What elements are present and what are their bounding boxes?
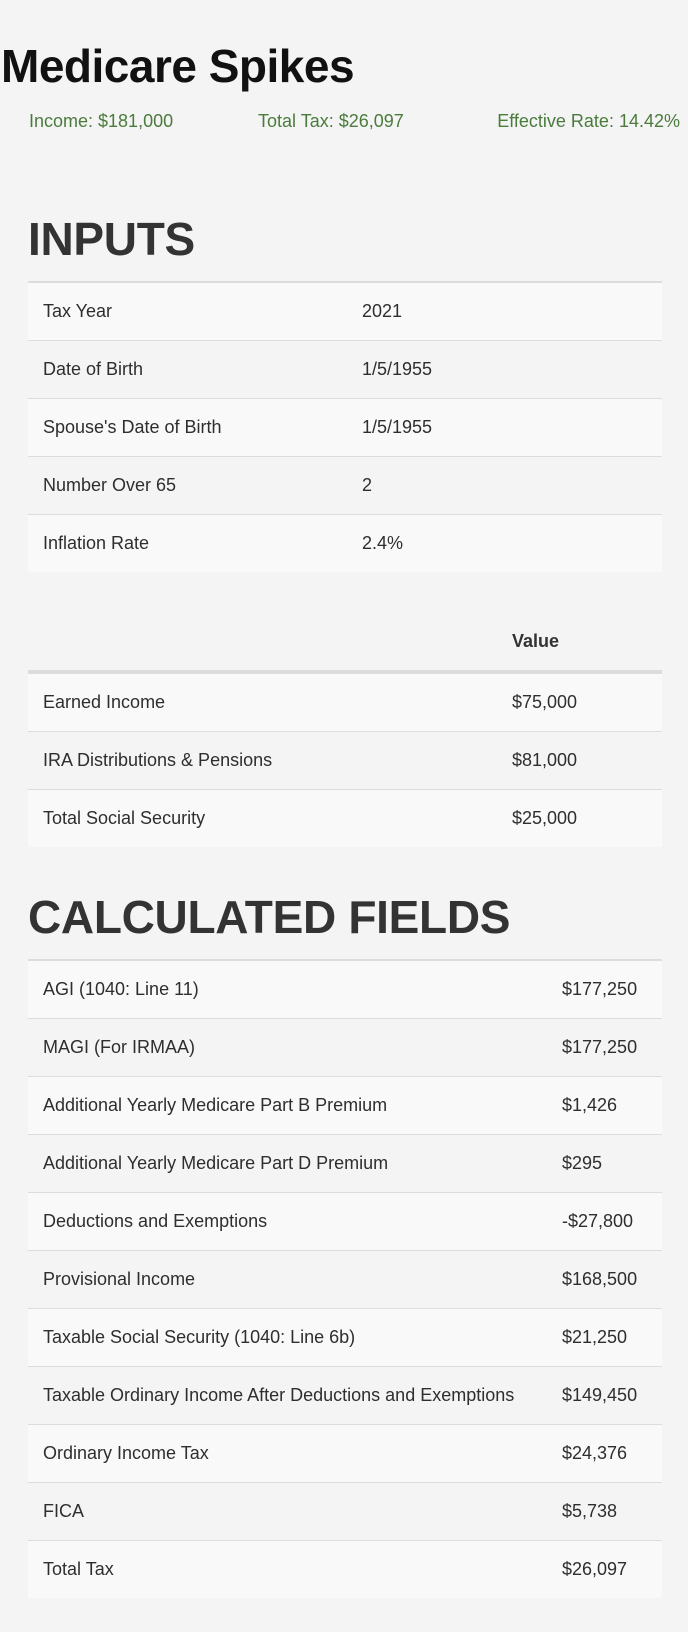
income-label-earned: Earned Income	[28, 672, 497, 732]
income-value-social-security[interactable]: $25,000	[497, 790, 662, 848]
income-label-social-security: Total Social Security	[28, 790, 497, 848]
table-row	[28, 790, 662, 848]
calc-value-deductions: -$27,800	[552, 1193, 662, 1251]
input-value-number-over-65[interactable]: 2	[347, 457, 662, 515]
input-value-tax-year[interactable]: 2021	[347, 282, 662, 341]
calc-label-taxable-ss: Taxable Social Security (1040: Line 6b)	[28, 1309, 552, 1367]
table-row	[28, 1077, 662, 1135]
calc-label-provisional-income: Provisional Income	[28, 1251, 552, 1309]
table-row	[28, 515, 662, 573]
table-header-row	[28, 612, 662, 672]
calc-value-taxable-ordinary: $149,450	[552, 1367, 662, 1425]
input-label-inflation-rate: Inflation Rate	[28, 515, 347, 573]
calc-value-agi: $177,250	[552, 960, 662, 1019]
table-row	[28, 399, 662, 457]
summary-bar	[0, 108, 688, 136]
calc-value-magi: $177,250	[552, 1019, 662, 1077]
calculated-fields-heading: CALCULATED FIELDS	[28, 891, 511, 943]
calc-value-part-d: $295	[552, 1135, 662, 1193]
income-value-earned[interactable]: $75,000	[497, 672, 662, 732]
input-value-date-of-birth[interactable]: 1/5/1955	[347, 341, 662, 399]
table-row	[28, 457, 662, 515]
inputs-heading: INPUTS	[28, 213, 195, 265]
income-label-ira: IRA Distributions & Pensions	[28, 732, 497, 790]
table-row	[28, 341, 662, 399]
calc-value-taxable-ss: $21,250	[552, 1309, 662, 1367]
calc-label-ordinary-tax: Ordinary Income Tax	[28, 1425, 552, 1483]
calc-label-total-tax: Total Tax	[28, 1541, 552, 1599]
page-title: Medicare Spikes	[1, 40, 355, 92]
column-header-label	[28, 612, 497, 672]
input-label-spouse-dob: Spouse's Date of Birth	[28, 399, 347, 457]
table-row	[28, 1309, 662, 1367]
table-row	[28, 960, 662, 1019]
summary-effective-rate: Effective Rate: 14.42%	[497, 111, 680, 131]
calc-value-part-b: $1,426	[552, 1077, 662, 1135]
column-header-value: Value	[497, 612, 662, 672]
calc-label-fica: FICA	[28, 1483, 552, 1541]
income-values-table	[28, 612, 662, 847]
input-value-spouse-dob[interactable]: 1/5/1955	[347, 399, 662, 457]
calculated-fields-table	[28, 959, 662, 1598]
table-row	[28, 1135, 662, 1193]
calc-label-magi: MAGI (For IRMAA)	[28, 1019, 552, 1077]
table-row	[28, 1193, 662, 1251]
calc-value-provisional-income: $168,500	[552, 1251, 662, 1309]
calc-label-part-d: Additional Yearly Medicare Part D Premium	[28, 1135, 552, 1193]
table-row	[28, 1541, 662, 1599]
summary-income: Income: $181,000	[29, 111, 174, 131]
calc-label-part-b: Additional Yearly Medicare Part B Premium	[28, 1077, 552, 1135]
table-row	[28, 1483, 662, 1541]
inputs-table	[28, 281, 662, 572]
calc-value-fica: $5,738	[552, 1483, 662, 1541]
calc-value-ordinary-tax: $24,376	[552, 1425, 662, 1483]
table-row	[28, 1019, 662, 1077]
input-value-inflation-rate[interactable]: 2.4%	[347, 515, 662, 573]
calc-label-taxable-ordinary: Taxable Ordinary Income After Deductions and Exemptions	[28, 1367, 552, 1425]
table-row	[28, 672, 662, 732]
input-label-tax-year: Tax Year	[28, 282, 347, 341]
table-row	[28, 1367, 662, 1425]
calc-label-deductions: Deductions and Exemptions	[28, 1193, 552, 1251]
summary-total-tax: Total Tax: $26,097	[258, 111, 404, 131]
table-row	[28, 732, 662, 790]
calc-value-total-tax: $26,097	[552, 1541, 662, 1599]
table-row	[28, 1425, 662, 1483]
input-label-date-of-birth: Date of Birth	[28, 341, 347, 399]
income-value-ira[interactable]: $81,000	[497, 732, 662, 790]
calc-label-agi: AGI (1040: Line 11)	[28, 960, 552, 1019]
table-row	[28, 1251, 662, 1309]
table-row	[28, 282, 662, 341]
input-label-number-over-65: Number Over 65	[28, 457, 347, 515]
